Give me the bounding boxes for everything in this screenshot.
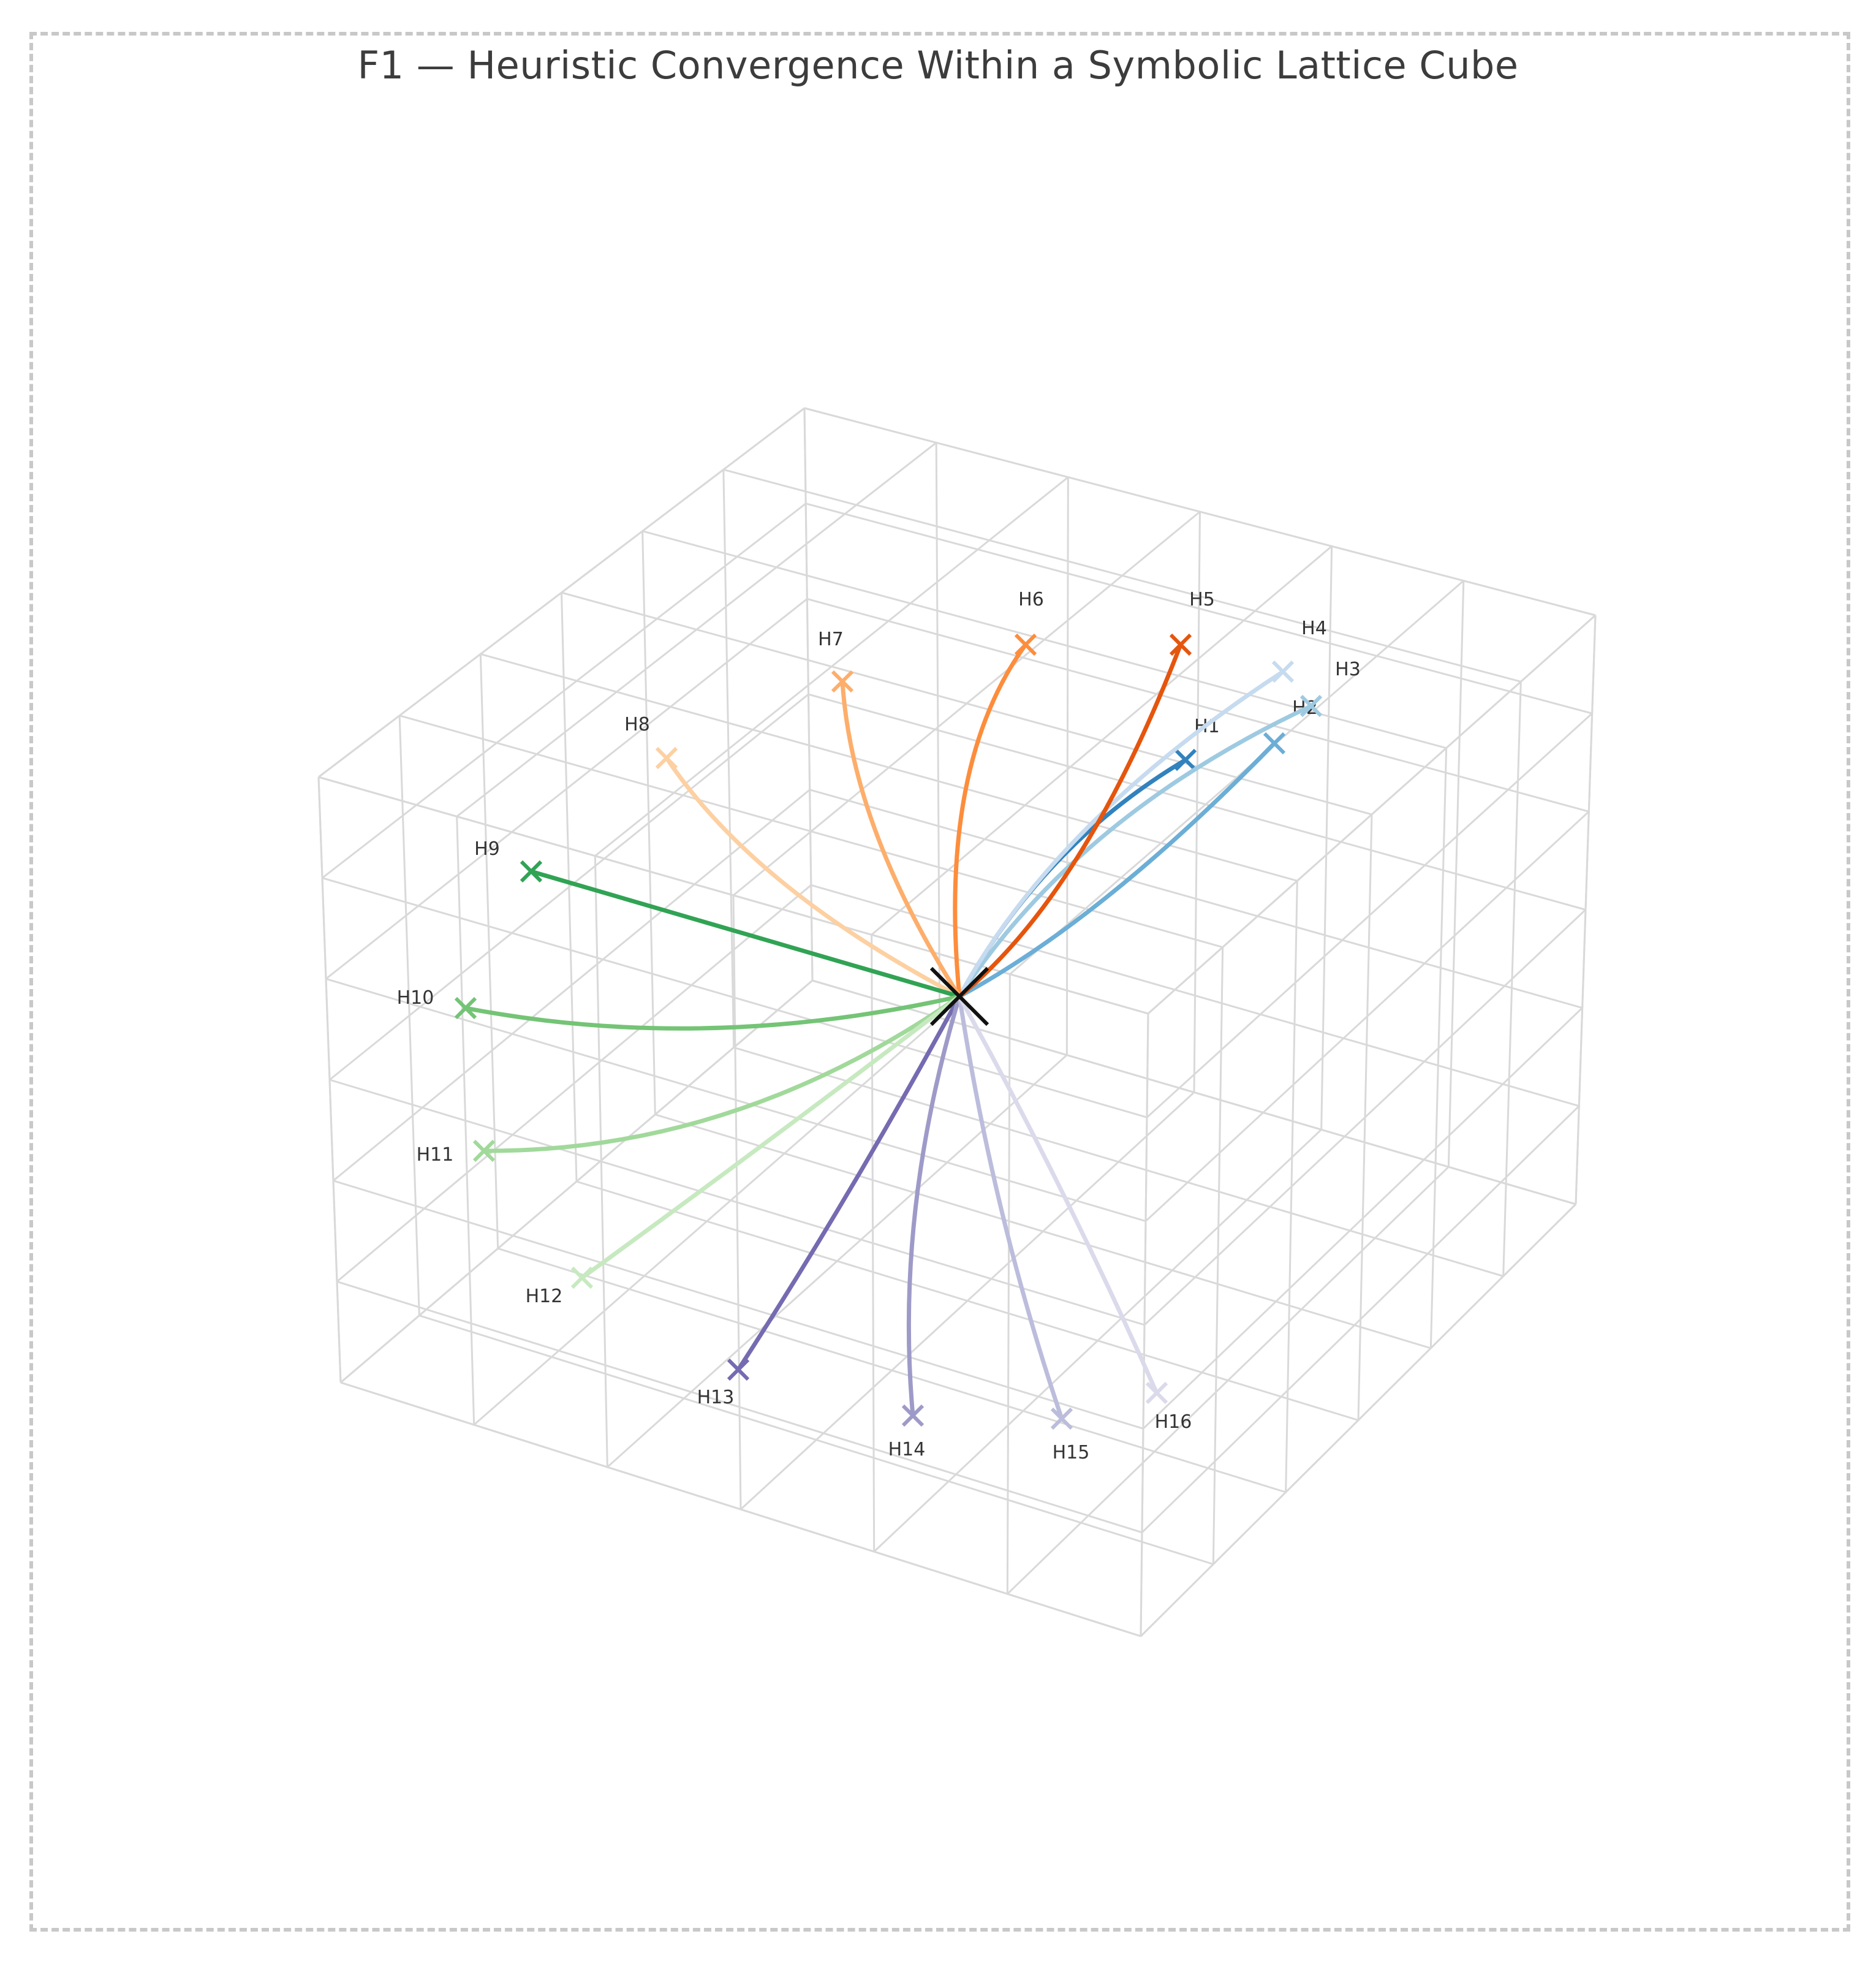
grid-line [337,1281,1142,1532]
heuristic-label: H9 [474,838,500,860]
endpoint-x-marker [1052,1409,1072,1428]
heuristic-h1 [959,716,1220,996]
endpoint-x-marker [1147,1383,1167,1403]
figure-title: F1 — Heuristic Convergence Within a Symbolic Lattice Cube [357,43,1519,88]
grid-line [643,531,1447,748]
grid-line [1144,910,1586,1326]
heuristic-label: H6 [1018,589,1044,610]
heuristic-label: H16 [1154,1411,1192,1433]
heuristic-label: H1 [1194,716,1220,737]
heuristic-label: H11 [416,1144,454,1166]
trajectory-curve [531,871,959,996]
heuristic-label: H13 [697,1387,735,1408]
grid-line [1146,811,1589,1221]
back-wall-grid [804,408,1595,1204]
heuristic-label: H2 [1292,697,1318,719]
endpoint-x-marker [1265,734,1284,753]
grid-line [419,1316,1213,1565]
grid-line [1147,713,1592,1117]
grid-line [1143,1008,1583,1429]
trajectory-curve [909,996,959,1416]
grid-line [322,504,806,878]
trajectory-curve [959,996,1062,1419]
heuristic-h15 [959,996,1089,1463]
grid-line [326,979,1146,1221]
heuristic-label: H14 [888,1439,926,1460]
heuristic-label: H15 [1052,1442,1090,1463]
heuristic-h10 [397,987,959,1028]
grid-line [326,599,807,979]
grid-line [1141,1204,1576,1636]
grid-line [577,1182,1358,1420]
grid-line [337,885,811,1281]
grid-line [341,1383,1141,1636]
trajectory-curve [738,996,959,1370]
heuristic-label: H8 [624,714,650,735]
grid-line [333,1181,1143,1429]
heuristic-label: H5 [1189,589,1215,610]
floor-grid [341,980,1576,1636]
heuristic-h14 [888,996,959,1460]
heuristic-h16 [959,996,1192,1433]
heuristic-label: H10 [396,987,434,1009]
heuristic-h12 [526,996,959,1307]
front-wall-grid [319,777,1148,1636]
heuristic-h8 [624,714,959,996]
trajectory-curve [959,743,1274,996]
heuristic-label: H7 [818,629,844,650]
heuristic-label: H12 [525,1286,563,1307]
endpoint-x-marker [1273,662,1293,681]
grid-line [1142,1106,1579,1533]
endpoint-x-marker [572,1268,592,1288]
heuristic-label: H4 [1301,618,1327,639]
endpoint-x-marker [1171,635,1190,654]
endpoint-x-marker [657,748,676,768]
heuristic-label: H3 [1335,659,1361,680]
endpoint-x-marker [1016,635,1035,654]
lattice-grid [319,408,1595,1636]
right-wall-grid [1141,615,1595,1636]
trajectory-curve [842,681,959,996]
endpoint-x-marker [1176,750,1195,770]
